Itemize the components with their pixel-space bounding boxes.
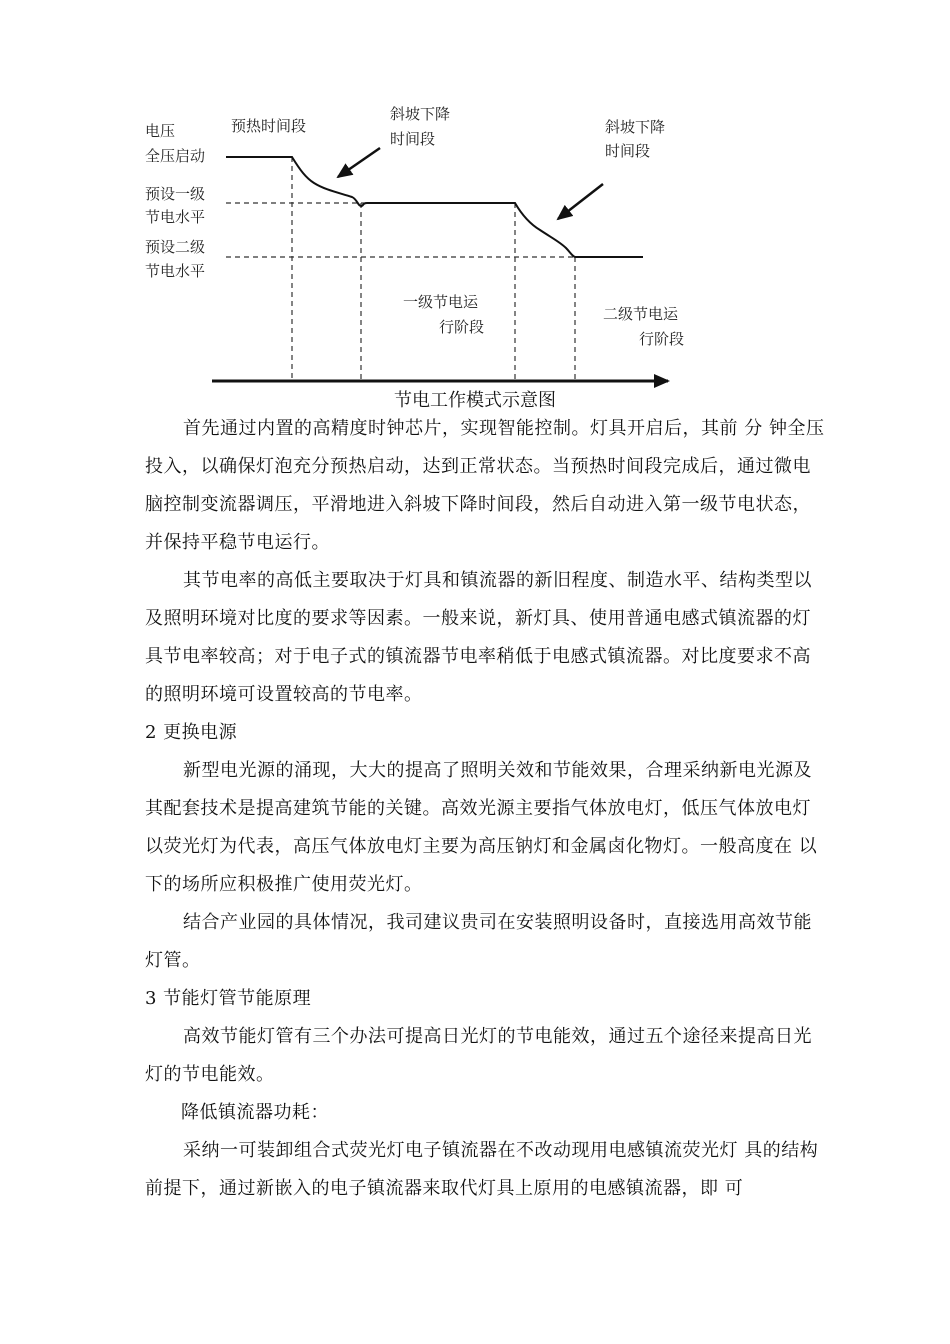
paragraph-saving-rate: 其节电率的高低主要取决于灯具和镇流器的新旧程度、制造水平、结构类型以及照明环境对比度的要求等因素。一般来说，新灯具、使用普通电感式镇流器的灯具节电率较高；对于电子式的镇流器节电率稍低于电感式镇流器。对比度要求不高的照明环境可设置较高的节电率。 xyxy=(145,570,812,705)
ramp2-label-line2: 时间段 xyxy=(605,142,651,160)
paragraph-new-light-sources: 新型电光源的涌现，大大的提高了照明关效和节能效果，合理采纳新电光源及其配套技术是提高建筑节能的关键。高效光源主要指气体放电灯，低压气体放电灯以荧光灯为代表，高压气体放电灯主要为高压钠灯和金属卤化物灯。一般高度在 以下的场所应积极推广使用荧光灯。 xyxy=(145,760,818,895)
paragraph-electronic-ballast: 采纳一可装卸组合式荧光灯电子镇流器在不改动现用电感镇流荧光灯 具的结构前提下，通过新嵌入的电子镇流器来取代灯具上原用的电感镇流器，即 可 xyxy=(145,1140,819,1199)
voltage-label: 电压 xyxy=(145,122,176,140)
paragraph-smart-control: 首先通过内置的高精度时钟芯片，实现智能控制。灯具开启后，其前 分 钟全压投入，以确保灯泡充分预热启动，达到正常状态。当预热时间段完成后，通过微电脑控制变流器调压，平滑地进入斜坡下降时间段，然后自动进入第一级节电状态，并保持平稳节电运行。 xyxy=(145,418,825,553)
level2-label-line2: 节电水平 xyxy=(145,262,206,280)
ramp1-label-line2: 时间段 xyxy=(390,130,436,148)
voltage-curve xyxy=(226,157,643,257)
document-body xyxy=(145,410,825,1208)
ramp2-pointer-arrow xyxy=(558,184,603,219)
stage1-label-line2: 行阶段 xyxy=(439,318,485,336)
paragraph-recommendation: 结合产业园的具体情况，我司建议贵司在安装照明设备时，直接选用高效节能灯管。 xyxy=(145,912,812,971)
ramp1-pointer-arrow xyxy=(338,148,380,177)
power-saving-mode-diagram xyxy=(0,0,950,400)
level1-label-line2: 节电水平 xyxy=(145,208,206,226)
stage2-label-line2: 行阶段 xyxy=(639,330,685,348)
section-heading-energy-saving-principle: 3 节能灯管节能原理 xyxy=(145,988,312,1009)
diagram-caption: 节电工作模式示意图 xyxy=(394,390,556,411)
paragraph-three-methods: 高效节能灯管有三个办法可提高日光灯的节电能效，通过五个途径来提高日光灯的节电能效。 xyxy=(145,1026,812,1085)
level1-label-line1: 预设一级 xyxy=(145,185,206,203)
stage2-label-line1: 二级节电运 xyxy=(603,305,679,323)
section-heading-replace-power: 2 更换电源 xyxy=(145,722,238,743)
preheat-label: 预热时间段 xyxy=(231,117,307,135)
level2-label-line1: 预设二级 xyxy=(145,238,206,256)
ramp2-label-line1: 斜坡下降 xyxy=(605,118,666,136)
subheading-reduce-ballast-loss: 降低镇流器功耗： xyxy=(181,1102,329,1123)
ramp1-label-line1: 斜坡下降 xyxy=(390,105,451,123)
full-voltage-start-label: 全压启动 xyxy=(145,147,206,165)
stage1-label-line1: 一级节电运 xyxy=(403,293,479,311)
